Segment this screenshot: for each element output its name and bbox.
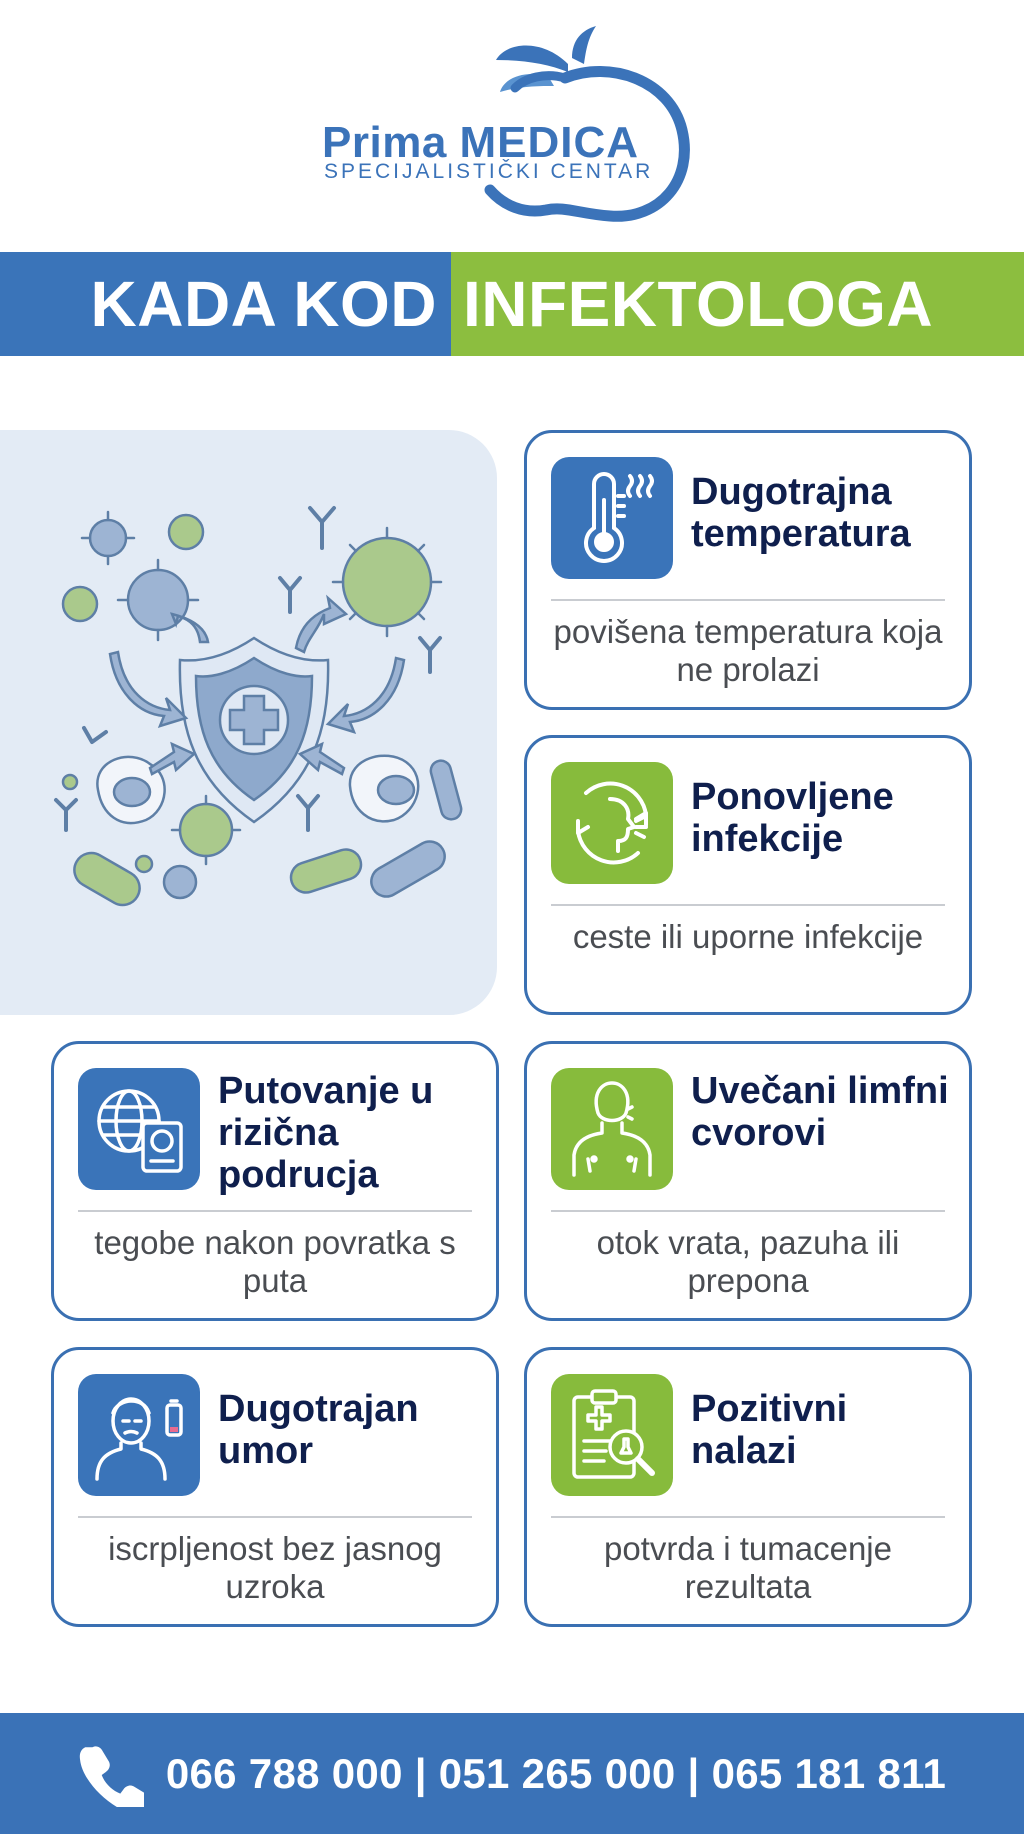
heading-part-1: KADA KOD: [90, 268, 437, 340]
card-divider: [551, 1516, 945, 1518]
card-description: povišena temperatura koja ne prolazi: [553, 613, 943, 688]
contact-footer: [0, 1713, 1024, 1834]
card-title: Dugotrajna temperatura: [691, 471, 911, 555]
thermometer-icon: [570, 470, 654, 566]
card-positive-findings: [524, 1347, 972, 1627]
card-title: Dugotrajan umor: [218, 1388, 419, 1472]
card-divider: [551, 904, 945, 906]
card-recurring-infections: [524, 735, 972, 1015]
card-divider: [551, 599, 945, 601]
recurring-cough-icon: [564, 775, 660, 871]
immune-shield-illustration: [0, 430, 497, 1015]
card-description: iscrpljenost bez jasnog uzroka: [108, 1530, 442, 1605]
immune-illustration-panel: [0, 430, 497, 1015]
heading-part-2: INFEKTOLOGA: [463, 268, 934, 340]
card-divider: [78, 1516, 472, 1518]
card-divider: [551, 1210, 945, 1212]
clipboard-magnifier-icon: [564, 1385, 660, 1485]
card-long-fever: [524, 430, 972, 710]
card-title: Putovanje u rizična podrucja: [218, 1070, 434, 1196]
card-title: Pozitivni nalazi: [691, 1388, 848, 1472]
card-travel-risk: [51, 1041, 499, 1321]
card-divider: [78, 1210, 472, 1212]
card-title: Uvečani limfni cvorovi: [691, 1070, 949, 1154]
title-band: [0, 252, 1024, 356]
brand-name: Prima MEDICA: [322, 118, 640, 167]
brand-logo: [310, 20, 730, 230]
card-description: tegobe nakon povratka s puta: [94, 1224, 456, 1299]
phone-icon: [78, 1741, 144, 1807]
brand-subtitle: SPECIJALISTIČKI CENTAR: [324, 160, 654, 183]
phone-numbers[interactable]: 066 788 000 | 051 265 000 | 065 181 811: [165, 1749, 947, 1797]
card-title: Ponovljene infekcije: [691, 776, 894, 860]
globe-passport-icon: [89, 1079, 189, 1179]
card-lymph-nodes: [524, 1041, 972, 1321]
card-long-fatigue: [51, 1347, 499, 1627]
card-description: otok vrata, pazuha ili prepona: [596, 1224, 900, 1299]
card-description: potvrda i tumacenje rezultata: [604, 1530, 892, 1605]
fatigue-battery-icon: [91, 1385, 187, 1485]
lymph-nodes-icon: [564, 1079, 660, 1179]
card-description: ceste ili uporne infekcije: [572, 918, 924, 955]
